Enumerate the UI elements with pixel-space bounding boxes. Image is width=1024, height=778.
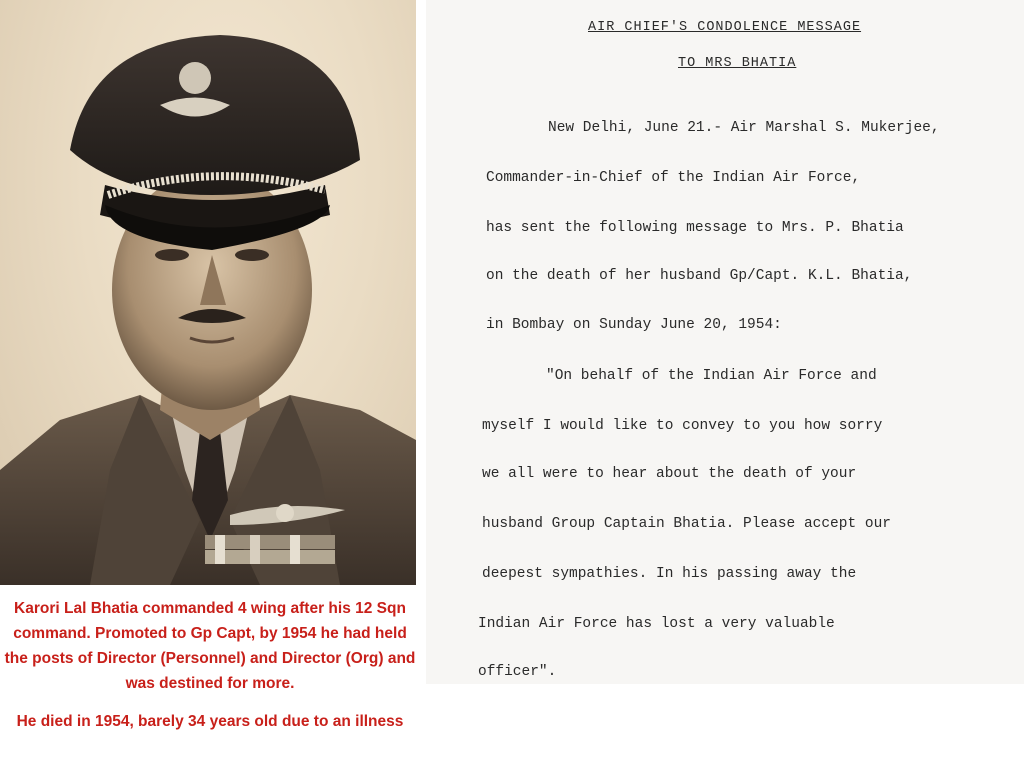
document-subtitle: TO MRS BHATIA (678, 56, 797, 71)
document-line-3: has sent the following message to Mrs. P. Bhatia (486, 220, 904, 236)
portrait-photo (0, 0, 416, 585)
document-margin (426, 684, 1024, 778)
document-line-4: on the death of her husband Gp/Capt. K.L. Bhatia, (486, 268, 913, 284)
document-line-1: New Delhi, June 21.- Air Marshal S. Mukerjee, (548, 120, 940, 136)
document-title: AIR CHIEF'S CONDOLENCE MESSAGE (588, 20, 862, 35)
officer-portrait-illustration (0, 0, 416, 585)
document-line-9: husband Group Captain Bhatia. Please accept our (482, 516, 891, 532)
document-line-6: "On behalf of the Indian Air Force and (546, 368, 877, 384)
document-line-10: deepest sympathies. In his passing away the (482, 566, 857, 582)
photo-caption (0, 596, 420, 778)
document-line-2: Commander-in-Chief of the Indian Air Force, (486, 170, 861, 186)
document-line-11: Indian Air Force has lost a very valuable (478, 616, 835, 632)
document-line-8: we all were to hear about the death of your (482, 466, 857, 482)
document-line-12: officer". (478, 664, 557, 680)
caption-paragraph-1: Karori Lal Bhatia commanded 4 wing after his 12 Sqn command. Promoted to Gp Capt, by 1954 he had held the posts of Director (Personnel) and Director (Org) and was destined for more. (4, 600, 416, 692)
document-line-5: in Bombay on Sunday June 20, 1954: (486, 317, 782, 333)
document-line-7: myself I would like to convey to you how sorry (482, 418, 883, 434)
condolence-document (426, 0, 1024, 684)
caption-paragraph-2: He died in 1954, barely 34 years old due to an illness (16, 713, 404, 730)
